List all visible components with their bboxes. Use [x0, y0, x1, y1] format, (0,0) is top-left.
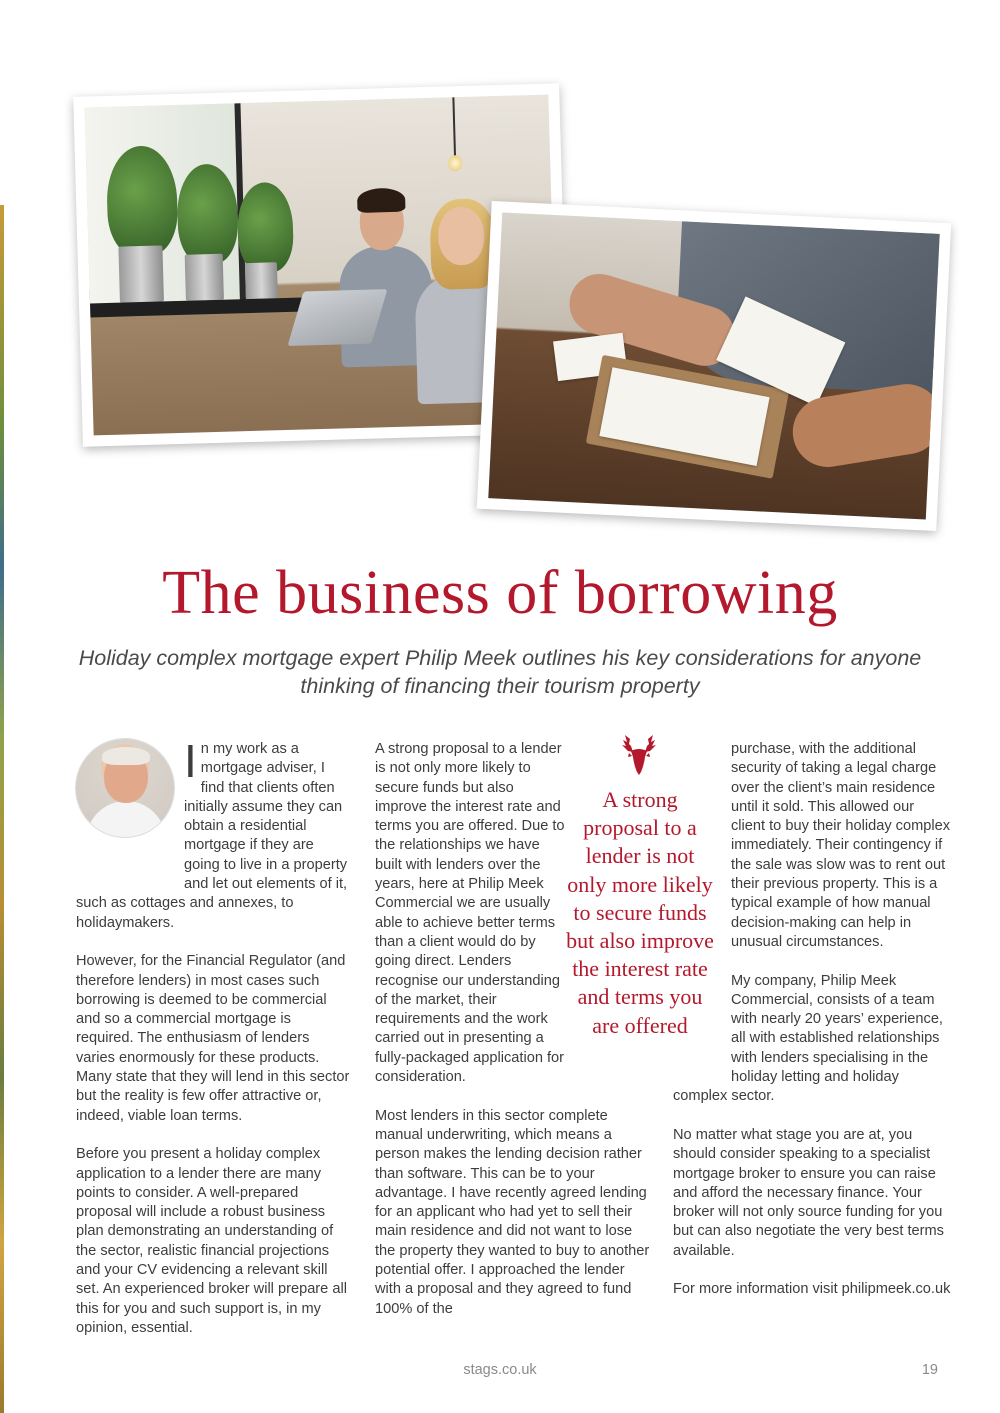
paragraph: In my work as a mortgage adviser, I find that clients often initially assume they can obtain a residential mortgage if they are going to live in a property and let out elements of it, such as cottages and annexes, to holidaymakers. [76, 735, 348, 931]
paragraph: A strong proposal to a lender is not only more likely to secure funds but also improve the interest rate and terms you are offered. Due to the relationships we have built with lenders over the years, here at Philip Meek Commercial we are usually able to achieve better terms than a client would do by going direct. Lenders recognise our understanding of the market, their requirements and the work carried out in presenting a fully-packaged application for consideration. [375, 741, 565, 1086]
page-number: 19 [921, 1362, 938, 1378]
page-edge-strip [0, 205, 4, 1413]
paragraph: Most lenders in this sector complete manual underwriting, which means a person makes the lending decision rather than software. This can be to your advantage. I have recently agreed lending for an applicant who had yet to sell their main residence and did not want to lose the property they wanted to buy to another potential offer. I approached the lender with a proposal and they agreed to fund 100% of the [375, 1107, 650, 1317]
paragraph: However, for the Financial Regulator (and therefore lenders) in most cases such borrowing is deemed to be commercial and so a commercial mortgage is required. The enthusiasm of lenders varies enormously for these products. Many state that they will lend in this sector but the reality is few offer attractive or, indeed, viable loan terms. [76, 953, 350, 1124]
article-column-1 [76, 735, 351, 1358]
article-title: The business of borrowing [162, 559, 838, 627]
paragraph: For more information visit philipmeek.co.uk [673, 1281, 951, 1298]
paragraph: No matter what stage you are at, you should consider speaking to a specialist mortgage broker to ensure you can raise and afford the necessary finance. Your broker will not only source funding for you but can also negotiate the very best terms available. [673, 1126, 944, 1259]
article-column-3 [673, 740, 951, 1319]
article-standfirst: Holiday complex mortgage expert Philip Meek outlines his key considerations for anyone thinking of financing their tourism property [78, 646, 922, 698]
photo-paperwork-hands [477, 201, 951, 531]
drop-cap: I [184, 735, 197, 787]
paragraph: purchase, with the additional security of taking a legal charge over the client’s main residence until it sold. This allowed our client to buy their holiday complex immediately. Their contingency if the sale was slow was to rent out their previous property. This is a typical example of how manual decision-making can help in unusual circumstances. [731, 741, 951, 950]
pull-quote: A strong proposal to a lender is not only more likely to secure funds but also improve the interest rate and terms you are offered [566, 787, 714, 1038]
stag-head-icon [616, 732, 662, 778]
paragraph: My company, Philip Meek Commercial, consists of a team with nearly 20 years’ experience, all with established relationships with lenders specialising in the holiday letting and holiday complex sector. [673, 972, 943, 1105]
paragraph: Before you present a holiday complex application to a lender there are many points to consider. A well-prepared proposal will include a robust business plan demonstrating an understanding of the sector, realistic financial projections and your CV evidencing a relevant skill set. An experienced broker will prepare all this for you and such support is, in my opinion, essential. [76, 1146, 347, 1336]
footer-url: stags.co.uk [463, 1362, 537, 1378]
